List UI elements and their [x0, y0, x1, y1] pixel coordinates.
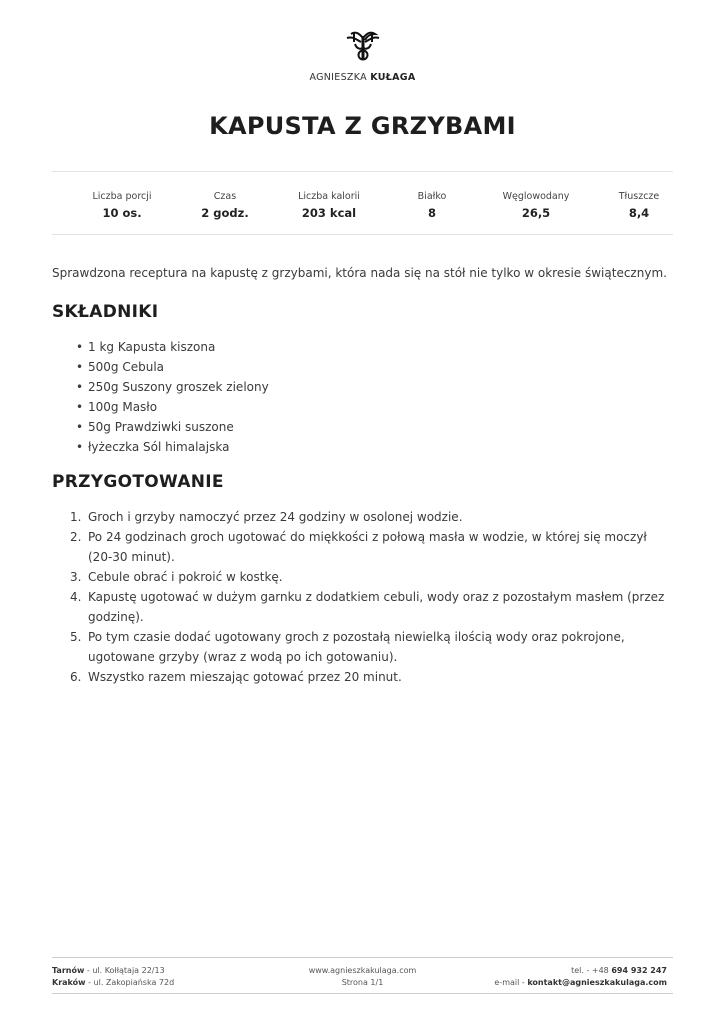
email-label: e-mail -: [494, 978, 528, 987]
stat-value: 8,4: [628, 206, 650, 220]
bullet-icon: •: [76, 380, 84, 394]
email-address[interactable]: kontakt@agnieszkakulaga.com: [527, 978, 667, 987]
stat-value: 8: [427, 206, 436, 220]
phone-number[interactable]: 694 932 247: [611, 966, 667, 975]
bullet-icon: •: [76, 420, 84, 434]
list-item: [76, 357, 688, 377]
page-footer: [52, 957, 673, 994]
stat-label: Tłuszcze: [618, 191, 660, 202]
email: [494, 977, 667, 989]
preparation-heading: PRZYGOTOWANIE: [52, 472, 224, 492]
step-text: Groch i grzyby namoczyć przez 24 godziny w osolonej wodzie.: [88, 510, 463, 524]
list-item: [70, 567, 673, 587]
stat-value: 26,5: [521, 206, 551, 220]
bullet-icon: •: [76, 400, 84, 414]
brand-name: [0, 72, 725, 83]
stat-label: Liczba kalorii: [298, 191, 360, 202]
ingredient-text: 50g Prawdziwki suszone: [88, 420, 234, 434]
list-item: [70, 587, 673, 627]
stat-label: Białko: [417, 191, 447, 202]
page-title: KAPUSTA Z GRZYBAMI: [209, 112, 516, 140]
footer-contact: [494, 965, 667, 989]
website-link[interactable]: www.agnieszkakulaga.com: [308, 966, 417, 975]
ingredient-text: łyżeczka Sól himalajska: [88, 440, 230, 454]
list-item: [70, 667, 673, 687]
step-number: 1.: [70, 510, 82, 524]
ingredient-text: 500g Cebula: [88, 360, 165, 374]
stat-carbs: [481, 191, 591, 220]
intro-text: Sprawdzona receptura na kapustę z grzybami, która nada się na stół nie tylko w okresie świątecznym.: [52, 266, 667, 280]
step-text: Po tym czasie dodać ugotowany groch z pozostałą niewielką ilością wody oraz pokrojone, ugotowane grzyby (wraz z wodą po ich gotowaniu).: [88, 630, 625, 664]
stat-calories: [274, 191, 384, 220]
bullet-icon: •: [76, 340, 84, 354]
logo: [0, 28, 725, 83]
brand-first: AGNIESZKA: [309, 72, 367, 83]
stat-label: Czas: [213, 191, 237, 202]
stat-label: Liczba porcji: [92, 191, 152, 202]
list-item: [70, 507, 673, 527]
list-item: [76, 417, 688, 437]
city-name: Tarnów: [52, 966, 85, 975]
recipe-stats: [52, 171, 673, 235]
ingredient-text: 1 kg Kapusta kiszona: [88, 340, 216, 354]
step-text: Cebule obrać i pokroić w kostkę.: [88, 570, 283, 584]
bullet-icon: •: [76, 440, 84, 454]
list-item: [70, 527, 673, 567]
step-text: Po 24 godzinach groch ugotować do miękkości z połową masła w wodzie, w której się moczył (20-30 minut).: [88, 530, 647, 564]
stat-servings: [67, 191, 177, 220]
list-item: [76, 377, 688, 397]
address-text: - ul. Kołłątaja 22/13: [84, 966, 165, 975]
list-item: [76, 337, 688, 357]
ingredient-text: 100g Masło: [88, 400, 158, 414]
ingredients-list: [52, 337, 688, 457]
bullet-icon: •: [76, 360, 84, 374]
step-text: Wszystko razem mieszając gotować przez 20 minut.: [88, 670, 402, 684]
phone-label: tel. - +48: [571, 966, 612, 975]
logo-icon: [343, 28, 383, 64]
city-name: Kraków: [52, 978, 86, 987]
ingredient-text: 250g Suszony groszek zielony: [88, 380, 269, 394]
list-item: [76, 437, 688, 457]
step-number: 5.: [70, 630, 82, 644]
step-number: 6.: [70, 670, 82, 684]
ingredients-heading: SKŁADNIKI: [52, 302, 159, 322]
stat-value: 203 kcal: [301, 206, 357, 220]
step-number: 3.: [70, 570, 82, 584]
list-item: [76, 397, 688, 417]
steps-list: [52, 507, 673, 687]
stat-value: 2 godz.: [201, 206, 249, 220]
brand-last: KUŁAGA: [370, 72, 416, 83]
stat-value: 10 os.: [102, 206, 142, 220]
phone: [494, 965, 667, 977]
step-number: 4.: [70, 590, 82, 604]
page-number: Strona 1/1: [341, 978, 384, 987]
address-text: - ul. Zakopiańska 72d: [85, 978, 175, 987]
stat-fat: [584, 191, 694, 220]
stat-label: Węglowodany: [502, 191, 570, 202]
step-text: Kapustę ugotować w dużym garnku z dodatkiem cebuli, wody oraz z pozostałym masłem (przez godzinę).: [88, 590, 665, 624]
step-number: 2.: [70, 530, 82, 544]
list-item: [70, 627, 673, 667]
stat-time: [170, 191, 280, 220]
stat-protein: [377, 191, 487, 220]
